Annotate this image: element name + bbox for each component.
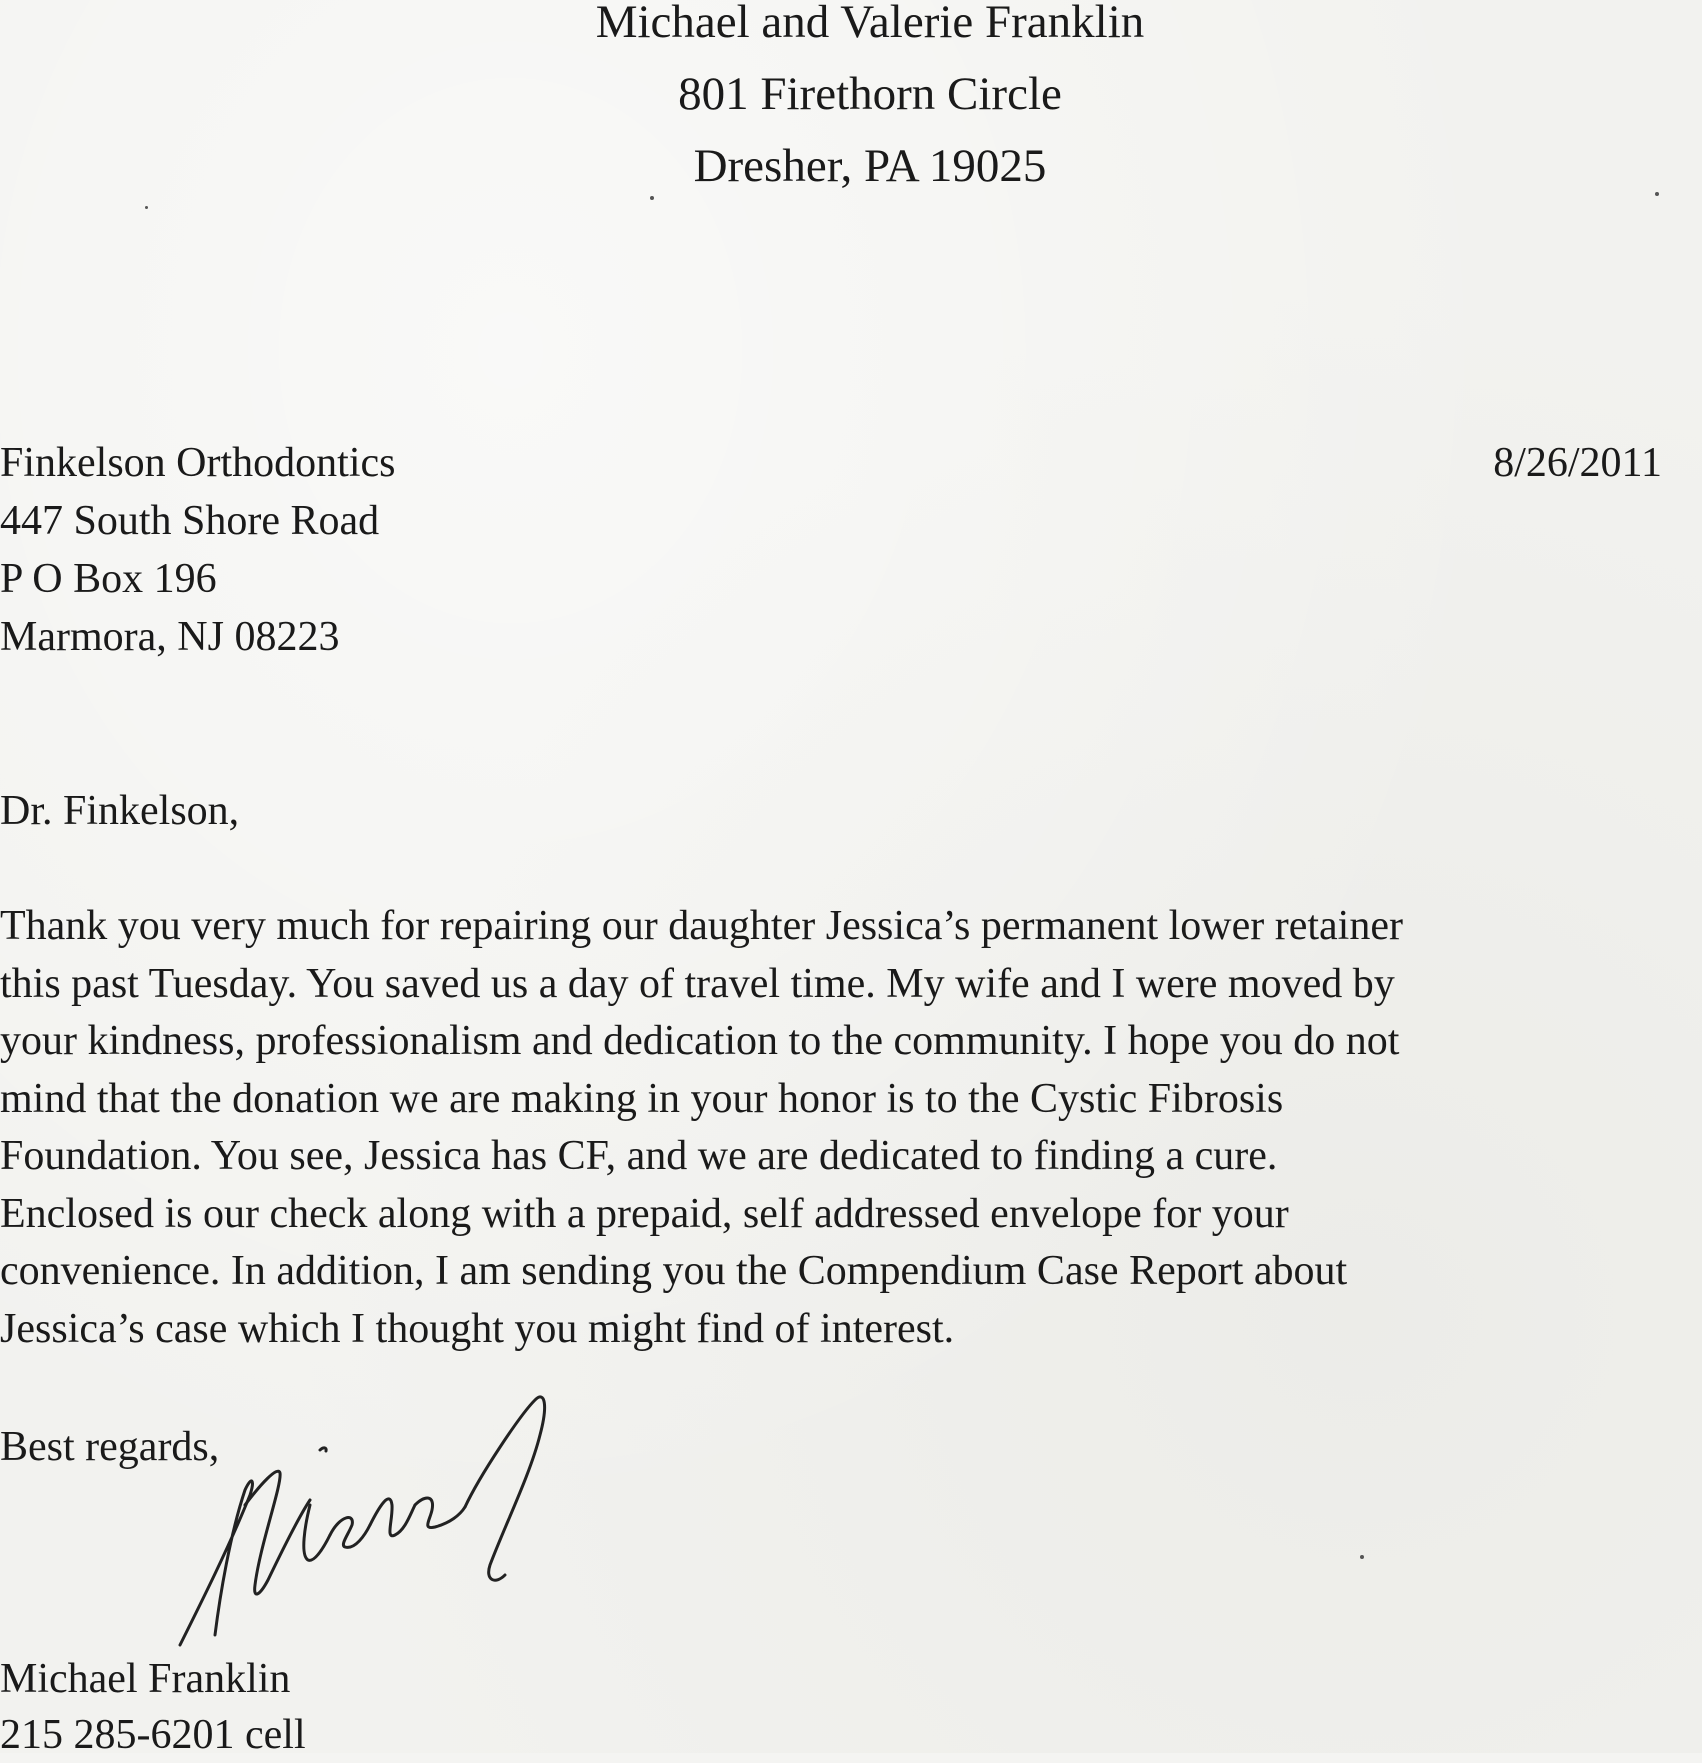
body-line: Enclosed is our check along with a prepaid, self addressed envelope for your [0, 1190, 1289, 1237]
body-line: Thank you very much for repairing our daughter Jessica’s permanent lower retainer [0, 903, 1403, 949]
recipient-street: 447 South Shore Road [0, 498, 380, 544]
sender-city-state-zip: Dresher, PA 19025 [693, 140, 1047, 192]
salutation: Dr. Finkelson, [0, 788, 240, 834]
scan-speck [145, 206, 148, 209]
body-line: Jessica’s case which I thought you might find of interest. [0, 1305, 955, 1352]
sender-street: 801 Firethorn Circle [678, 68, 1062, 120]
body-line: convenience. In addition, I am sending you the Compendium Case Report about [0, 1248, 1348, 1294]
closing: Best regards, [0, 1424, 220, 1470]
letter-date: 8/26/2011 [1493, 440, 1662, 486]
body-line: this past Tuesday. You saved us a day of travel time. My wife and I were moved by [0, 960, 1395, 1007]
recipient-city-state-zip: Marmora, NJ 08223 [0, 614, 340, 660]
handwritten-signature [160, 1395, 630, 1655]
recipient-address [0, 434, 396, 666]
signer-block [0, 1651, 306, 1763]
body-line: mind that the donation we are making in your honor is to the Cystic Fibrosis [0, 1075, 1284, 1122]
signer-phone: 215 285-6201 cell [0, 1712, 306, 1758]
scan-speck [650, 196, 654, 200]
scan-speck [1360, 1555, 1364, 1559]
sender-names: Michael and Valerie Franklin [595, 0, 1145, 48]
letter-body [0, 898, 1403, 1358]
recipient-name: Finkelson Orthodontics [0, 440, 396, 486]
letterhead [0, 0, 1702, 202]
recipient-po-box: P O Box 196 [0, 556, 217, 602]
body-line: your kindness, professionalism and dedication to the community. I hope you do not [0, 1018, 1400, 1064]
signer-name: Michael Franklin [0, 1656, 291, 1702]
body-line: Foundation. You see, Jessica has CF, and we are dedicated to finding a cure. [0, 1133, 1278, 1179]
scan-speck [1655, 192, 1659, 196]
